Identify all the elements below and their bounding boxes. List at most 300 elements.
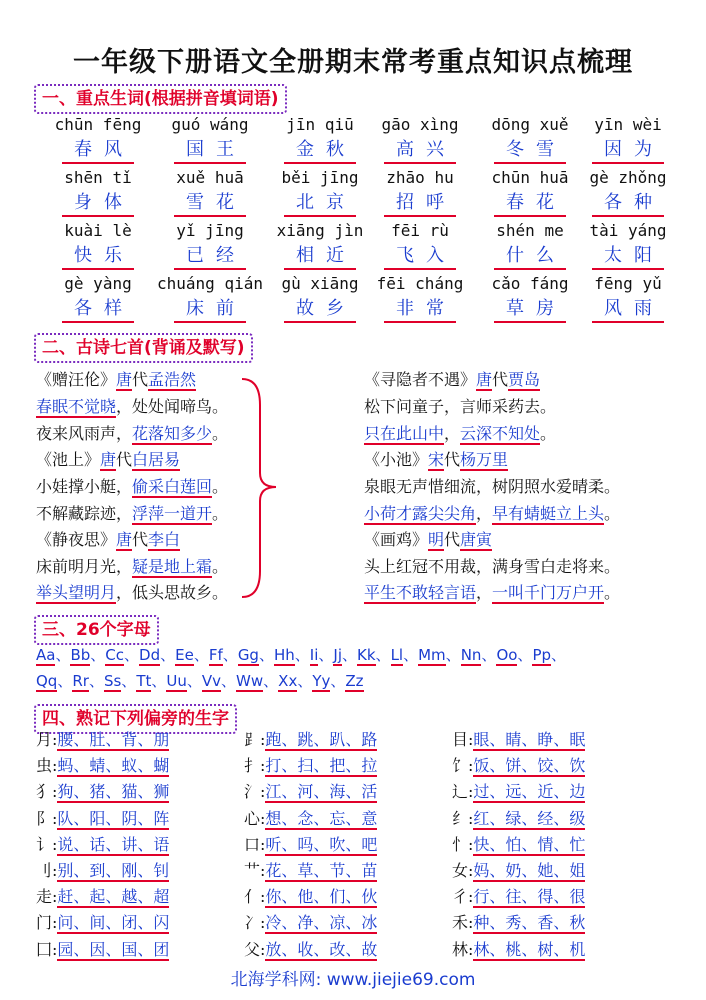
radical-words: 行、往、得、很 xyxy=(473,887,586,907)
letter-pair: Ff xyxy=(208,646,223,664)
separator: 、 xyxy=(151,672,167,690)
pinyin: cǎo fáng xyxy=(491,274,569,293)
separator: 、 xyxy=(57,672,73,690)
text: 。 xyxy=(212,504,229,523)
highlight: 疑是地上霜 xyxy=(132,557,213,576)
radical-entry xyxy=(452,939,585,961)
pinyin: guó wáng xyxy=(171,115,249,134)
radical-entry xyxy=(244,808,377,830)
letter-pair: Ll xyxy=(390,646,404,664)
colon: : xyxy=(260,939,266,959)
poem-line xyxy=(364,503,620,525)
hanzi: 太阳 xyxy=(592,244,664,270)
pinyin: fēng yǔ xyxy=(594,274,662,293)
radical-words: 想、念、忘、意 xyxy=(265,808,378,828)
hanzi: 草房 xyxy=(494,297,566,323)
poem-line xyxy=(364,582,620,604)
radical-words: 腰、肚、背、朋 xyxy=(57,730,170,749)
highlight: 唐寅 xyxy=(460,530,493,549)
separator: 、 xyxy=(90,646,106,664)
radical-words: 种、秀、香、秋 xyxy=(473,913,586,933)
hanzi: 春风 xyxy=(62,138,134,164)
letter-pair: Ee xyxy=(175,646,194,664)
highlight: 宋 xyxy=(428,450,445,469)
colon: : xyxy=(260,834,266,854)
hanzi: 快乐 xyxy=(62,244,134,270)
radical-entry xyxy=(36,729,169,751)
text: 。 xyxy=(604,504,621,523)
letter-pair: Bb xyxy=(70,646,91,664)
radical-entry xyxy=(452,886,585,908)
colon: : xyxy=(52,861,58,880)
radical-entry xyxy=(244,912,377,934)
separator: 、 xyxy=(160,646,176,664)
highlight: 白居易 xyxy=(132,450,181,469)
colon: : xyxy=(52,756,58,776)
vocab-item xyxy=(366,167,474,217)
radical-words: 说、话、讲、语 xyxy=(57,834,170,854)
hanzi: 春花 xyxy=(494,191,566,217)
text: 小娃撑小艇， xyxy=(36,477,133,496)
radical-words: 妈、奶、她、姐 xyxy=(473,861,586,880)
alphabet-row-1 xyxy=(36,644,566,666)
brace-bracket xyxy=(238,375,278,600)
radical-key: 饣 xyxy=(452,756,469,776)
radical-key: 走 xyxy=(36,887,53,907)
hanzi: 北京 xyxy=(284,191,356,217)
radical-words: 问、间、闭、闪 xyxy=(57,913,170,933)
vocab-item xyxy=(366,220,474,270)
radical-entry xyxy=(452,755,585,777)
radical-key: 讠 xyxy=(36,834,53,854)
letter-pair: Ss xyxy=(103,672,122,690)
letter-pair: Tt xyxy=(136,672,152,690)
text: 头上红冠不用裁，满身雪白走将来。 xyxy=(364,557,621,576)
text: 。 xyxy=(212,424,229,443)
radical-key: 心 xyxy=(244,808,261,828)
separator: 、 xyxy=(403,646,419,664)
vocab-item xyxy=(476,273,584,323)
vocab-item xyxy=(44,220,152,270)
radical-entry xyxy=(452,729,585,751)
separator: 、 xyxy=(121,672,137,690)
text: 。 xyxy=(212,477,229,496)
radical-words: 林、桃、树、机 xyxy=(473,939,586,959)
radical-entry xyxy=(452,781,585,803)
letter-pair: Ww xyxy=(236,672,264,690)
section-heading-4: 四、熟记下列偏旁的生字 xyxy=(34,704,237,734)
radical-entry xyxy=(36,912,169,934)
pinyin: kuài lè xyxy=(64,221,132,240)
separator: 、 xyxy=(445,646,461,664)
radical-words: 队、阳、阴、阵 xyxy=(57,808,170,828)
hanzi: 已经 xyxy=(174,244,246,270)
pinyin: gù xiāng xyxy=(281,274,359,293)
pinyin: yǐ jīng xyxy=(176,221,244,240)
radical-key: 亻 xyxy=(244,887,261,907)
text: ， xyxy=(444,424,461,443)
highlight: 孟浩然 xyxy=(148,370,197,389)
radical-entry xyxy=(244,834,377,856)
vocab-row xyxy=(44,220,674,270)
highlight: 小荷才露尖尖角 xyxy=(364,504,477,523)
section-heading-3: 三、26个字母 xyxy=(34,615,159,645)
section-heading-2: 二、古诗七首(背诵及默写) xyxy=(34,333,253,363)
vocab-item xyxy=(156,114,264,164)
radical-entry xyxy=(36,886,169,908)
radical-key: 扌 xyxy=(244,756,261,776)
vocab-item xyxy=(156,167,264,217)
vocab-row xyxy=(44,273,674,323)
highlight: 唐 xyxy=(116,530,133,549)
colon: : xyxy=(52,808,58,828)
letter-pair: Zz xyxy=(345,672,364,690)
radical-entry xyxy=(36,834,169,856)
radical-words: 狗、猪、猫、狮 xyxy=(57,782,170,802)
text: ，处处闻啼鸟。 xyxy=(116,397,229,416)
separator: 、 xyxy=(330,672,346,690)
text: 代 xyxy=(492,370,509,389)
hanzi: 冬雪 xyxy=(494,138,566,164)
text: ， xyxy=(476,504,493,523)
radical-key: 纟 xyxy=(452,808,469,828)
letter-pair: Hh xyxy=(273,646,295,664)
separator: 、 xyxy=(186,672,202,690)
colon: : xyxy=(52,939,58,959)
highlight: 举头望明月 xyxy=(36,583,117,602)
vocab-item xyxy=(574,167,682,217)
radical-key: 口 xyxy=(244,834,261,854)
colon: : xyxy=(52,782,58,802)
poem-line xyxy=(36,449,180,471)
poem-line xyxy=(36,503,228,525)
pinyin: chūn fēng xyxy=(54,115,142,134)
radical-words: 红、绿、经、级 xyxy=(473,808,586,828)
highlight: 云深不知处 xyxy=(460,424,541,443)
poem-line xyxy=(36,529,180,551)
letter-pair: Yy xyxy=(312,672,331,690)
text: 代 xyxy=(116,450,133,469)
pinyin: běi jīng xyxy=(281,168,359,187)
text: 。 xyxy=(604,583,621,602)
pinyin: gè yàng xyxy=(64,274,132,293)
vocab-item xyxy=(266,273,374,323)
highlight: 一叫千门万户开 xyxy=(492,583,605,602)
poem-line xyxy=(36,476,228,498)
radical-entry xyxy=(36,781,169,803)
vocab-item xyxy=(366,273,474,323)
highlight: 只在此山中 xyxy=(364,424,445,443)
colon: : xyxy=(52,730,58,749)
highlight: 李白 xyxy=(148,530,181,549)
text: 《静夜思》 xyxy=(36,530,117,549)
separator: 、 xyxy=(124,646,140,664)
highlight: 花落知多少 xyxy=(132,424,213,443)
text: 《寻隐者不遇》 xyxy=(364,370,477,389)
colon: : xyxy=(468,861,474,880)
radical-entry xyxy=(452,834,585,856)
radical-key: 辶 xyxy=(452,782,469,802)
hanzi: 飞入 xyxy=(384,244,456,270)
vocab-item xyxy=(574,273,682,323)
radical-words: 快、怕、情、忙 xyxy=(473,834,586,854)
letter-pair: Dd xyxy=(139,646,161,664)
radical-words: 跑、跳、趴、路 xyxy=(265,730,378,749)
poem-line xyxy=(364,423,556,445)
text: 代 xyxy=(444,450,461,469)
radical-key: 目 xyxy=(452,730,469,749)
hanzi: 招呼 xyxy=(384,191,456,217)
hanzi: 各样 xyxy=(62,297,134,323)
poem-line xyxy=(364,396,556,418)
highlight: 明 xyxy=(428,530,445,549)
poem-line xyxy=(364,449,508,471)
radical-words: 眼、睛、睁、眠 xyxy=(473,730,586,749)
text: ，低头思故乡。 xyxy=(116,583,229,602)
separator: 、 xyxy=(294,646,310,664)
vocab-item xyxy=(156,220,264,270)
hanzi: 床前 xyxy=(174,297,246,323)
highlight: 早有蜻蜓立上头 xyxy=(492,504,605,523)
radical-key: 禾 xyxy=(452,913,469,933)
colon: : xyxy=(260,861,266,880)
radical-words: 别、到、刚、钊 xyxy=(57,861,170,880)
colon: : xyxy=(260,913,266,933)
radical-words: 园、因、国、团 xyxy=(57,939,170,959)
radical-entry xyxy=(452,808,585,830)
separator: 、 xyxy=(258,646,274,664)
vocab-item xyxy=(476,114,584,164)
colon: : xyxy=(260,756,266,776)
vocab-item xyxy=(266,114,374,164)
radical-entry xyxy=(36,808,169,830)
colon: : xyxy=(468,730,474,749)
letter-pair: Vv xyxy=(201,672,222,690)
letter-pair: Rr xyxy=(72,672,89,690)
radical-entry xyxy=(36,860,169,882)
text: 《小池》 xyxy=(364,450,429,469)
letter-pair: Mm xyxy=(418,646,446,664)
poem-line xyxy=(36,582,228,604)
text: 代 xyxy=(132,370,149,389)
vocab-item xyxy=(266,167,374,217)
radical-words: 你、他、们、伙 xyxy=(265,887,378,907)
vocab-row xyxy=(44,167,674,217)
colon: : xyxy=(468,756,474,776)
poem-line xyxy=(36,556,228,578)
highlight: 春眠不觉晓 xyxy=(36,397,117,416)
radical-entry xyxy=(244,860,377,882)
hanzi: 相近 xyxy=(284,244,356,270)
radical-key: 氵 xyxy=(244,782,261,802)
radical-entry xyxy=(244,886,377,908)
pinyin: yīn wèi xyxy=(594,115,662,134)
letter-pair: Nn xyxy=(460,646,482,664)
colon: : xyxy=(468,782,474,802)
poem-line xyxy=(364,369,540,391)
hanzi: 故乡 xyxy=(284,297,356,323)
radical-words: 蚂、蜻、蚁、蝴 xyxy=(57,756,170,776)
pinyin: shén me xyxy=(496,221,564,240)
text: 松下问童子，言师采药去。 xyxy=(364,397,557,416)
text: 不解藏踪迹， xyxy=(36,504,133,523)
radical-key: 刂 xyxy=(36,861,53,880)
pinyin: fēi rù xyxy=(391,221,449,240)
vocab-item xyxy=(266,220,374,270)
separator: 、 xyxy=(342,646,358,664)
radical-words: 江、河、海、活 xyxy=(265,782,378,802)
hanzi: 因为 xyxy=(592,138,664,164)
radical-words: 打、扫、把、拉 xyxy=(265,756,378,776)
separator: 、 xyxy=(297,672,313,690)
separator: 、 xyxy=(551,646,567,664)
text: 《池上》 xyxy=(36,450,101,469)
letter-pair: Jj xyxy=(333,646,342,664)
text: 。 xyxy=(540,424,557,443)
radical-words: 过、远、近、边 xyxy=(473,782,586,802)
colon: : xyxy=(260,730,266,749)
pinyin: xuě huā xyxy=(176,168,244,187)
letter-pair: Qq xyxy=(36,672,58,690)
highlight: 杨万里 xyxy=(460,450,509,469)
vocab-item xyxy=(574,114,682,164)
colon: : xyxy=(52,834,58,854)
hanzi: 国王 xyxy=(174,138,246,164)
colon: : xyxy=(468,913,474,933)
radical-entry xyxy=(36,755,169,777)
vocab-item xyxy=(44,273,152,323)
separator: 、 xyxy=(88,672,104,690)
pinyin: zhāo hu xyxy=(386,168,454,187)
pinyin: fēi cháng xyxy=(376,274,464,293)
footer-watermark: 北海学科网: www.jiejie69.com xyxy=(230,970,476,990)
radical-entry xyxy=(452,860,585,882)
text: 《赠汪伦》 xyxy=(36,370,117,389)
hanzi: 金秋 xyxy=(284,138,356,164)
radical-key: 艹 xyxy=(244,861,261,880)
radical-words: 饭、饼、饺、饮 xyxy=(473,756,586,776)
radical-entry xyxy=(244,755,377,777)
radical-words: 放、收、改、故 xyxy=(265,939,378,959)
vocab-item xyxy=(156,273,264,323)
poem-line xyxy=(36,423,228,445)
letter-pair: Pp xyxy=(532,646,552,664)
text: 代 xyxy=(444,530,461,549)
letter-pair: Gg xyxy=(237,646,259,664)
highlight: 唐 xyxy=(476,370,493,389)
colon: : xyxy=(260,782,266,802)
radical-key: 虫 xyxy=(36,756,53,776)
separator: 、 xyxy=(318,646,334,664)
radical-entry xyxy=(36,939,169,961)
separator: 、 xyxy=(221,672,237,690)
radical-key: 林 xyxy=(452,939,469,959)
text: 床前明月光， xyxy=(36,557,133,576)
vocab-item xyxy=(366,114,474,164)
poem-line xyxy=(364,476,620,498)
alphabet-row-2 xyxy=(36,670,364,692)
pinyin: chuáng qián xyxy=(157,274,263,293)
highlight: 唐 xyxy=(100,450,117,469)
letter-pair: Uu xyxy=(166,672,187,690)
radical-key: 阝 xyxy=(36,808,53,828)
radical-key: 门 xyxy=(36,913,53,933)
hanzi: 非常 xyxy=(384,297,456,323)
radical-key: 月 xyxy=(36,730,53,749)
radical-words: 听、吗、吹、吧 xyxy=(265,834,378,854)
pinyin: tài yáng xyxy=(589,221,667,240)
radical-key: 犭 xyxy=(36,782,53,802)
pinyin: dōng xuě xyxy=(491,115,569,134)
separator: 、 xyxy=(263,672,279,690)
highlight: 浮萍一道开 xyxy=(132,504,213,523)
text: 泉眼无声惜细流，树阴照水爱晴柔。 xyxy=(364,477,621,496)
hanzi: 高兴 xyxy=(384,138,456,164)
radical-key: 忄 xyxy=(452,834,469,854)
letter-pair: Xx xyxy=(278,672,298,690)
vocab-item xyxy=(476,220,584,270)
separator: 、 xyxy=(517,646,533,664)
vocab-item xyxy=(574,220,682,270)
colon: : xyxy=(468,939,474,959)
separator: 、 xyxy=(481,646,497,664)
colon: : xyxy=(260,808,266,828)
radical-key: ⻊ xyxy=(244,730,261,749)
text: 夜来风雨声， xyxy=(36,424,133,443)
highlight: 平生不敢轻言语 xyxy=(364,583,477,602)
pinyin: gè zhǒng xyxy=(589,168,667,187)
separator: 、 xyxy=(55,646,71,664)
colon: : xyxy=(52,887,58,907)
letter-pair: Ii xyxy=(309,646,319,664)
page-title: 一年级下册语文全册期末常考重点知识点梳理 xyxy=(73,47,633,78)
radical-key: 女 xyxy=(452,861,469,880)
poem-line xyxy=(36,396,228,418)
text: 。 xyxy=(212,557,229,576)
pinyin: gāo xìng xyxy=(381,115,459,134)
letter-pair: Aa xyxy=(36,646,56,664)
poem-line xyxy=(364,529,492,551)
radical-entry xyxy=(244,781,377,803)
section-heading-1: 一、重点生词(根据拼音填词语) xyxy=(34,84,287,114)
vocab-item xyxy=(44,114,152,164)
hanzi: 风雨 xyxy=(592,297,664,323)
hanzi: 身体 xyxy=(62,191,134,217)
letter-pair: Cc xyxy=(105,646,125,664)
colon: : xyxy=(260,887,266,907)
colon: : xyxy=(52,913,58,933)
vocab-item xyxy=(44,167,152,217)
radical-entry xyxy=(244,939,377,961)
vocab-row xyxy=(44,114,674,164)
pinyin: xiāng jìn xyxy=(276,221,364,240)
radical-key: 父 xyxy=(244,939,261,959)
radical-words: 冷、净、凉、冰 xyxy=(265,913,378,933)
highlight: 唐 xyxy=(116,370,133,389)
radical-key: 囗 xyxy=(36,939,53,959)
radical-words: 花、草、节、苗 xyxy=(265,861,378,880)
pinyin: shēn tǐ xyxy=(64,168,132,187)
pinyin: jīn qiū xyxy=(286,115,354,134)
radical-key: 彳 xyxy=(452,887,469,907)
poem-line xyxy=(36,369,196,391)
radical-entry xyxy=(452,912,585,934)
letter-pair: Oo xyxy=(496,646,518,664)
text: 代 xyxy=(132,530,149,549)
hanzi: 各种 xyxy=(592,191,664,217)
vocab-item xyxy=(476,167,584,217)
colon: : xyxy=(468,808,474,828)
